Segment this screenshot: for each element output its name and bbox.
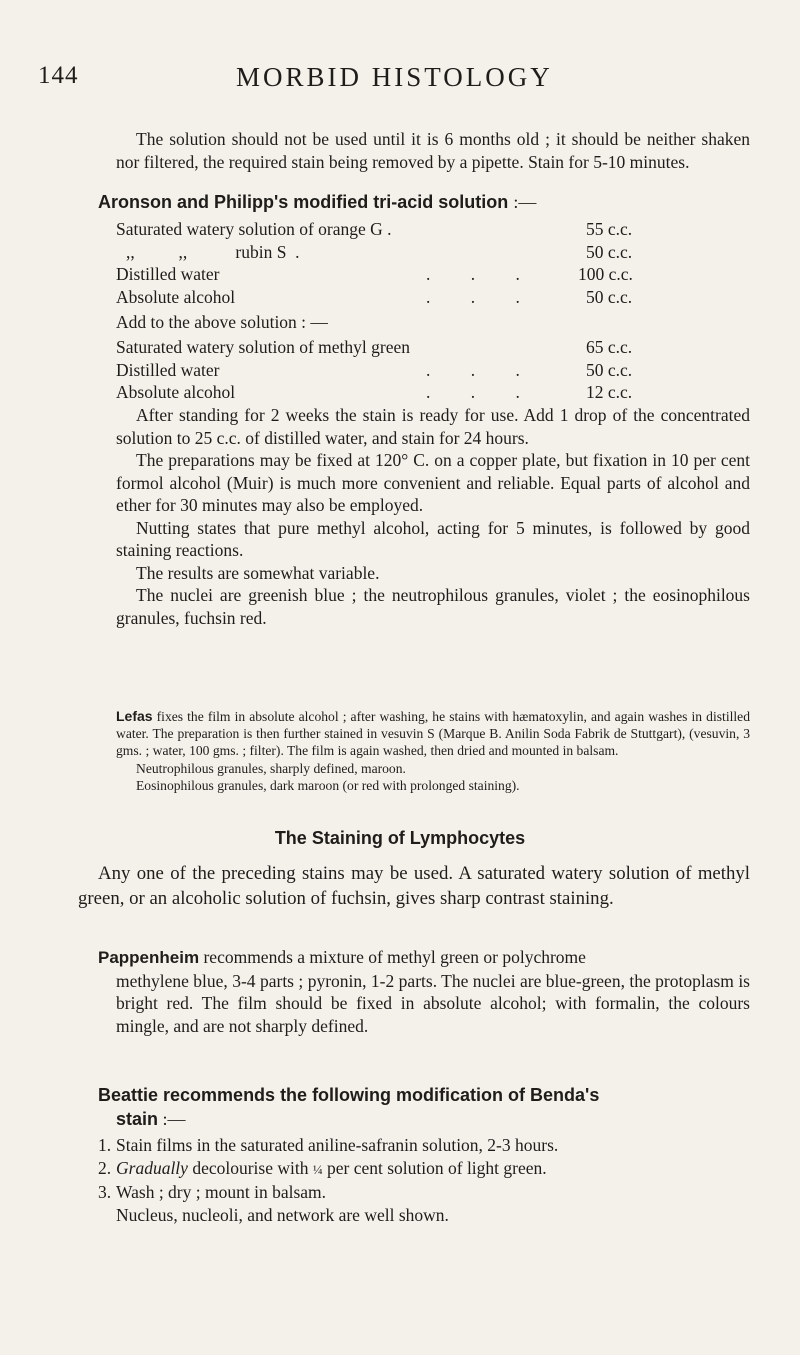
intro-paragraph: The solution should not be used until it is 6 months old ; it should be neither shaken nor filtered, the required stain being removed by a pipette. Stain for 5-10 minutes.	[116, 129, 750, 172]
ingredient: Absolute alcohol	[116, 286, 236, 307]
recipe-table-2	[116, 337, 736, 405]
lefas-neutrophilous: Neutrophilous granules, sharply defined, maroon.	[136, 760, 406, 776]
ingredient: Distilled water	[116, 359, 220, 380]
ingredient: ,, ,, rubin S .	[126, 241, 300, 262]
lymphocytes-heading: The Staining of Lymphocytes	[274, 828, 526, 848]
lefas-name: Lefas	[116, 708, 153, 724]
step-text: per cent solution of light green.	[322, 1157, 547, 1178]
after-paragraphs	[116, 404, 750, 629]
ingredient: Saturated watery solution of orange G .	[116, 219, 392, 239]
step-number: 2.	[98, 1157, 112, 1178]
lefas-section	[116, 708, 750, 794]
ingredient: Saturated watery solution of methyl green	[116, 337, 411, 357]
recipe-row	[116, 360, 736, 383]
recipe-row	[116, 337, 736, 360]
lefas-paragraph	[116, 708, 750, 760]
beattie-heading-line1: Beattie recommends the following modification of Benda's	[98, 1085, 600, 1105]
beattie-note: Nucleus, nucleoli, and network are well shown.	[116, 1204, 449, 1225]
quantity: 12 c.c.	[586, 382, 633, 402]
quantity: 50 c.c.	[586, 286, 633, 307]
paragraph: Nutting states that pure methyl alcohol, acting for 5 minutes, is followed by good staining reactions.	[116, 517, 750, 560]
pappenheim-name: Pappenheim	[98, 948, 200, 967]
page-number: 144	[38, 62, 79, 89]
recipe-row	[116, 219, 736, 242]
paragraph: After standing for 2 weeks the stain is ready for use. Add 1 drop of the concentrated solution to 25 c.c. of distilled water, and stain for 24 hours.	[116, 405, 750, 448]
leader-dots: . . .	[426, 264, 538, 284]
pappenheim-first-line: recommends a mixture of methyl green or polychrome	[199, 947, 586, 967]
ingredient: Absolute alcohol	[116, 382, 236, 402]
step-text: decolourise with	[187, 1157, 313, 1178]
recipe-table-1	[116, 219, 736, 309]
paragraph: The results are somewhat variable.	[136, 562, 380, 583]
pappenheim-rest: methylene blue, 3-4 parts ; pyronin, 1-2 parts. The nuclei are blue-green, the protoplasm is bright red. The film should be fixed in absolute alcohol; with formalin, the colours mingle, and are not sharply defined.	[116, 970, 750, 1036]
pappenheim-paragraph	[98, 946, 750, 1037]
add-line: Add to the above solution : —	[116, 312, 328, 332]
running-head: MORBID HISTOLOGY	[236, 62, 553, 92]
beattie-heading-line2: stain	[116, 1109, 159, 1129]
paragraph: The nuclei are greenish blue ; the neutrophilous granules, violet ; the eosinophilous granules, fuchsin red.	[116, 585, 750, 628]
recipe-row	[116, 382, 736, 405]
lefas-text: fixes the film in absolute alcohol ; after washing, he stains with hæmatoxylin, and again washes in distilled water. The preparation is then further stained in vesuvin S (Marque B. Anilin Soda Fabrik de Stuttgart), (vesuvin, 3 gms. ; water, 100 gms. ; filter). The film is again washed, then dried and mounted in balsam.	[116, 709, 750, 759]
recipe-row	[116, 242, 736, 265]
step-number: 1.	[98, 1135, 112, 1155]
beattie-heading-tail: :—	[158, 1109, 186, 1129]
paragraph: The preparations may be fixed at 120° C. on a copper plate, but fixation in 10 per cent formol alcohol (Muir) is much more convenient and reliable. Equal parts of alcohol and ether for 30 minutes may also be employed.	[116, 450, 750, 515]
step-emphasis: Gradually	[116, 1157, 188, 1178]
step-text: Stain films in the saturated aniline-safranin solution, 2-3 hours.	[116, 1135, 559, 1155]
leader-dots: . . .	[426, 359, 538, 380]
recipe-row	[116, 264, 736, 287]
beattie-heading	[98, 1083, 750, 1131]
quantity: 65 c.c.	[586, 337, 633, 357]
quantity: 50 c.c.	[586, 359, 633, 380]
beattie-heading-line2-wrap	[116, 1107, 750, 1131]
quantity: 50 c.c.	[586, 241, 633, 262]
leader-dots: . . .	[426, 286, 538, 307]
lymphocytes-paragraph: Any one of the preceding stains may be used. A saturated watery solution of methyl green, or an alcoholic solution of fuchsin, gives sharp contrast staining.	[78, 863, 750, 909]
ingredient: Distilled water	[116, 264, 220, 284]
step-item	[98, 1134, 750, 1157]
page-header	[38, 62, 770, 102]
step-item	[98, 1181, 750, 1204]
fraction: ¼	[312, 1161, 323, 1177]
aronson-heading-text: Aronson and Philipp's modified tri-acid solution	[98, 192, 509, 212]
quantity: 55 c.c.	[586, 219, 633, 239]
recipe-row	[116, 287, 736, 310]
step-number: 3.	[98, 1182, 112, 1202]
aronson-heading	[98, 192, 536, 213]
step-text: Wash ; dry ; mount in balsam.	[116, 1182, 327, 1202]
step-item	[98, 1157, 750, 1182]
leader-dots: . . .	[426, 382, 538, 402]
quantity: 100 c.c.	[578, 264, 633, 284]
beattie-steps	[98, 1134, 750, 1226]
lefas-eosinophilous: Eosinophilous granules, dark maroon (or red with prolonged staining).	[136, 777, 520, 793]
aronson-heading-tail: :—	[513, 192, 537, 212]
